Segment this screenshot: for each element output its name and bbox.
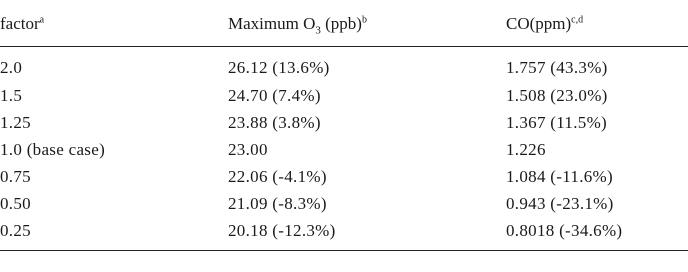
cell-co: 1.757 (43.3%): [506, 58, 608, 77]
header-factor: [0, 0, 228, 47]
cell-factor: 0.50: [0, 194, 31, 213]
header-co-label: CO(ppm): [506, 13, 572, 33]
cell-co: 0.943 (-23.1%): [506, 194, 614, 213]
header-max-o3-label-post: (ppb): [320, 13, 362, 33]
cell-factor: 1.25: [0, 113, 31, 132]
table-row: [0, 82, 688, 109]
cell-max-o3: 24.70 (7.4%): [228, 86, 321, 105]
cell-co: 1.367 (11.5%): [506, 113, 608, 132]
table-header: [0, 0, 688, 47]
header-factor-label: factor: [0, 13, 40, 33]
table-row: [0, 109, 688, 136]
table-row: [0, 163, 688, 190]
cell-max-o3: 20.18 (-12.3%): [228, 217, 506, 251]
table-row: [0, 217, 688, 251]
header-max-o3-note: b: [361, 13, 367, 25]
cell-co: 1.508 (23.0%): [506, 86, 608, 105]
cell-max-o3: 21.09 (-8.3%): [228, 194, 327, 213]
table-row: [0, 190, 688, 217]
cell-factor: 2.0: [0, 58, 23, 77]
header-co-note: c,d: [571, 13, 584, 25]
cell-max-o3: 22.06 (-4.1%): [228, 167, 327, 186]
header-factor-note: a: [39, 13, 45, 25]
cell-max-o3: 23.00: [228, 140, 268, 159]
cell-factor: 0.75: [0, 167, 31, 186]
cell-factor: 1.0 (base case): [0, 140, 106, 159]
cell-co: 0.8018 (-34.6%): [506, 217, 688, 251]
header-max-o3: [228, 0, 506, 47]
cell-co: 1.084 (-11.6%): [506, 167, 613, 186]
table-body: [0, 47, 688, 251]
cell-factor: 0.25: [0, 217, 228, 251]
table-row: [0, 47, 688, 83]
cell-factor: 1.5: [0, 86, 23, 105]
header-co: [506, 0, 688, 47]
cell-co: 1.226: [506, 140, 546, 159]
header-max-o3-subscript: 3: [315, 23, 321, 36]
table-row: [0, 136, 688, 163]
header-max-o3-label-pre: Maximum O: [228, 13, 316, 33]
header-row: [0, 0, 688, 47]
cell-max-o3: 26.12 (13.6%): [228, 58, 330, 77]
cell-max-o3: 23.88 (3.8%): [228, 113, 321, 132]
